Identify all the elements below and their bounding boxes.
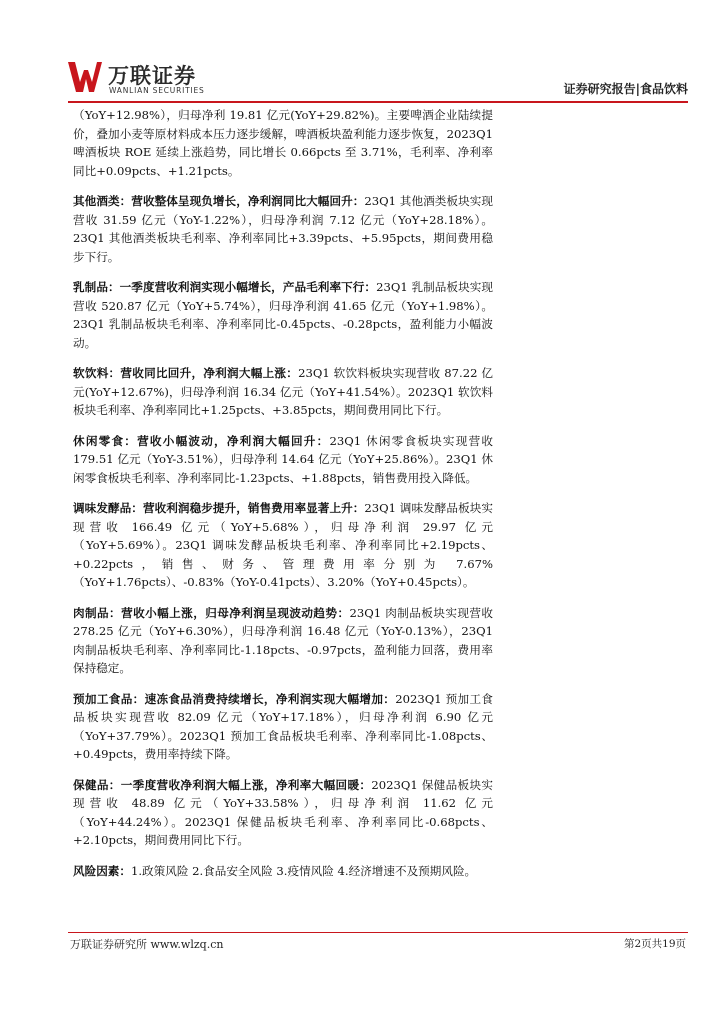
paragraph-beer bbox=[73, 106, 493, 180]
paragraph-lead: 保健品：一季度营收净利润大幅上涨，净利率大幅回暖： bbox=[73, 777, 372, 792]
wanlian-logo-icon bbox=[68, 62, 102, 92]
paragraph-text: （YoY+12.98%），归母净利 19.81 亿元(YoY+29.82%)。主要啤酒企业陆续提价，叠加小麦等原材料成本压力逐步缓解，啤酒板块盈利能力逐步恢复，2023Q1 啤酒板块 ROE 延续上涨趋势，同比增长 0.66pcts 至 3.71%，毛利率、净利率同比+0.09pcts、+1.21pcts。 bbox=[73, 108, 493, 178]
paragraph-text: 23Q1 休闲零食板块实现营收 179.51 亿元（YoY-3.51%），归母净利 14.64 亿元（YoY+25.86%）。23Q1 休闲零食板块毛利率、净利率同比-1.23pcts、+1.88pcts，销售费用投入降低。 bbox=[73, 433, 493, 485]
paragraph-dairy bbox=[73, 278, 493, 352]
paragraph-meat bbox=[73, 604, 493, 678]
logo-chinese-name: 万联证券 bbox=[108, 64, 196, 88]
page-header bbox=[68, 60, 688, 102]
paragraph-text: 23Q1 肉制品板块实现营收 278.25 亿元（YoY+6.30%），归母净利润 16.48 亿元（YoY-0.13%），23Q1 肉制品板块毛利率、净利率同比-1.18pcts、-0.97pcts，盈利能力回落，费用率保持稳定。 bbox=[73, 605, 493, 675]
paragraph-text: 2023Q1 预加工食品板块实现营收 82.09 亿元（YoY+17.18%），归母净利润 6.90 亿元（YoY+37.79%）。2023Q1 预加工食品板块毛利率、净利率同比-1.08pcts、+0.49pcts，费用率持续下降。 bbox=[73, 691, 493, 761]
paragraph-lead: 肉制品：营收小幅上涨，归母净利润呈现波动趋势： bbox=[73, 605, 350, 620]
logo-english-name: WANLIAN SECURITIES bbox=[109, 86, 205, 95]
report-body bbox=[73, 106, 493, 892]
paragraph-risk-factors bbox=[73, 862, 493, 881]
paragraph-text: 1.政策风险 2.食品安全风险 3.疫情风险 4.经济增速不及预期风险。 bbox=[130, 863, 477, 878]
paragraph-lead: 其他酒类：营收整体呈现负增长，净利润同比大幅回升： bbox=[73, 194, 365, 208]
report-category: 证券研究报告|食品饮料 bbox=[563, 82, 688, 96]
paragraph-soft-drinks bbox=[73, 364, 493, 420]
footer-institute: 万联证券研究所 www.wlzq.cn bbox=[70, 938, 224, 951]
paragraph-text: 23Q1 调味发酵品板块实现营收 166.49 亿元（YoY+5.68%），归母净利润 29.97 亿元（YoY+5.69%）。23Q1 调味发酵品板块毛利率、净利率同比+2.19pcts、+0.22pcts，销售、财务、管理费用率分别为 7.67%（YoY+1.76pcts）、-0.83%（YoY-0.41pcts）、3.20%（YoY+0.45pcts）。 bbox=[73, 501, 493, 589]
paragraph-condiments bbox=[73, 499, 493, 592]
paragraph-other-liquor bbox=[73, 192, 493, 266]
footer-divider bbox=[68, 932, 688, 933]
paragraph-snacks bbox=[73, 432, 493, 488]
paragraph-health-products bbox=[73, 776, 493, 850]
paragraph-text: 23Q1 乳制品板块实现营收 520.87 亿元（YoY+5.74%），归母净利润 41.65 亿元（YoY+1.98%）。23Q1 乳制品板块毛利率、净利率同比-0.45pcts、-0.28pcts，盈利能力小幅波动。 bbox=[73, 280, 493, 350]
paragraph-prepared-food bbox=[73, 690, 493, 764]
paragraph-lead: 休闲零食：营收小幅波动，净利润大幅回升： bbox=[73, 433, 330, 448]
paragraph-lead: 调味发酵品：营收利润稳步提升，销售费用率显著上升： bbox=[73, 501, 365, 515]
paragraph-lead: 预加工食品：速冻食品消费持续增长，净利润实现大幅增加： bbox=[73, 691, 396, 706]
paragraph-text: 23Q1 其他酒类板块实现营收 31.59 亿元（YoY-1.22%），归母净利润 7.12 亿元（YoY+28.18%）。23Q1 其他酒类板块毛利率、净利率同比+3.39pcts、+5.95pcts，期间费用稳步下行。 bbox=[73, 194, 493, 264]
page-number: 第2页共19页 bbox=[623, 938, 686, 950]
paragraph-text: 23Q1 软饮料板块实现营收 87.22 亿元(YoY+12.67%)，归母净利润 16.34 亿元（YoY+41.54%）。2023Q1 软饮料板块毛利率、净利率同比+1.25pcts、+3.85pcts，期间费用同比下行。 bbox=[73, 366, 493, 417]
paragraph-lead: 乳制品：一季度营收利润实现小幅增长，产品毛利率下行： bbox=[73, 280, 377, 294]
paragraph-lead: 风险因素： bbox=[73, 863, 131, 878]
paragraph-lead: 软饮料：营收同比回升，净利润大幅上涨： bbox=[73, 366, 299, 380]
header-divider bbox=[68, 101, 688, 103]
paragraph-text: 2023Q1 保健品板块实现营收 48.89 亿元（YoY+33.58%），归母净利润 11.62 亿元（YoY+44.24%）。2023Q1 保健品板块毛利率、净利率同比-0.68pcts、+2.10pcts，期间费用同比下行。 bbox=[73, 777, 493, 847]
